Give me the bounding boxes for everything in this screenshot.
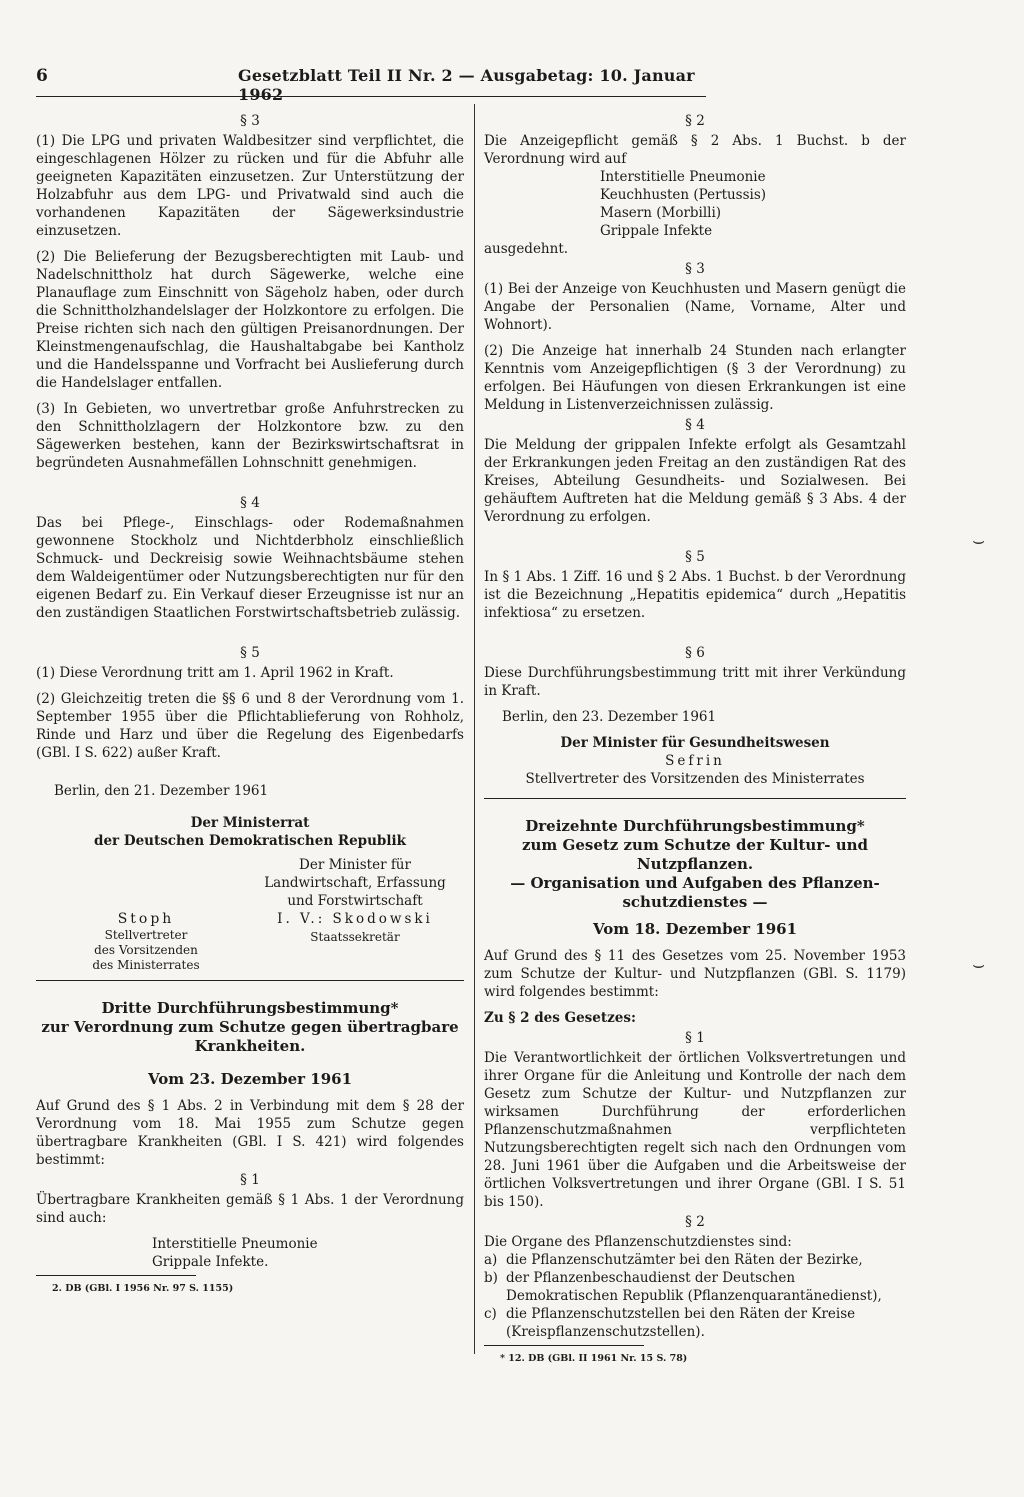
column-divider [474, 104, 475, 1354]
signatory-name: I. V.: Skodowski [277, 911, 433, 927]
list-label: b) [484, 1270, 498, 1286]
council-name: Der Ministerrat [190, 815, 310, 831]
paragraph: (1) Diese Verordnung tritt am 1. April 1962 in Kraft. [36, 665, 394, 681]
signatory-name: Sefrin [665, 753, 725, 769]
paragraph: (2) Die Belieferung der Bezugsberechtigten mit Laub- und Nadelschnittholz hat durch Sägewerke, welche eine Planauflage zum Einschnitt von Sägeholz haben, oder durch die Schnittholzhandelslager der Holzkontore zu erfolgen. Die Preise richten sich nach den gültigen Preisanordnungen. Der Kleinstmengenaufschlag, die Haushaltabgabe bei Kantholz und die Handelsspanne und Vorfracht bei Auslieferung durch die Handelslager entfallen. [36, 249, 464, 391]
right-column [484, 110, 906, 1368]
minister-title: Der Minister für Gesundheitswesen [560, 735, 830, 751]
list-item: Grippale Infekte [600, 223, 713, 239]
minister-title: Landwirtschaft, Erfassung [264, 875, 446, 891]
paragraph: Die Verantwortlichkeit der örtlichen Volksvertretungen und ihrer Organe für die Anleitung und Kontrolle der nach dem Gesetz zum Schutze der Kultur- und Nutzpflanzen zur wirksamen Durchführung der erforderlichen Pflanzenschutzmaßnahmen verpflichteten Nutzungsberechtigten regelt sich nach den Ordnungen vom 28. Juni 1961 über die Aufgaben und die Arbeitsweise der örtlichen Volksvertretungen und ihrer Organe (GBl. I S. 51 bis 150). [484, 1050, 906, 1210]
paragraph: Auf Grund des § 1 Abs. 2 in Verbindung mit dem § 28 der Verordnung vom 18. Mai 1955 zum Schutze gegen übertragbare Krankheiten (GBl. I S. 421) wird folgendes bestimmt: [36, 1098, 464, 1168]
paragraph: Auf Grund des § 11 des Gesetzes vom 25. November 1953 zum Schutze der Kultur- und Nutzpflanzen (GBl. S. 1179) wird folgendes bestimmt: [484, 948, 906, 1000]
list-item: Keuchhusten (Pertussis) [600, 187, 767, 203]
list-text: die Pflanzenschutzstellen bei den Räten der Kreise (Kreispflanzenschutzstellen). [506, 1306, 856, 1340]
place-date: Berlin, den 21. Dezember 1961 [54, 783, 269, 799]
page-number: 6 [36, 66, 48, 86]
footnote: * 12. DB (GBl. II 1961 Nr. 15 S. 78) [500, 1353, 688, 1364]
section-heading: § 2 [685, 113, 705, 129]
footnote-rule [36, 1275, 196, 1276]
regulation-title: Nutzpflanzen. [636, 855, 754, 873]
council-name-line2: der Deutschen Demokratischen Republik [94, 833, 406, 849]
regulation-date: Vom 23. Dezember 1961 [147, 1070, 353, 1088]
regulation-date: Vom 18. Dezember 1961 [592, 920, 798, 938]
paragraph: (2) Die Anzeige hat innerhalb 24 Stunden nach erlangter Kenntnis vom Anzeigepflichtigen (§ 3 der Verordnung) zu erfolgen. Bei Häufungen von diesen Erkrankungen ist eine Meldung in Listenverzeichnissen zulässig. [484, 343, 906, 413]
paragraph: Die Meldung der grippalen Infekte erfolgt als Gesamtzahl der Erkrankungen jeden Freitag an den zuständigen Rat des Kreises, Abteilung Gesundheits- und Sozialwesen. Bei gehäuftem Auftreten hat die Meldung gemäß § 3 Abs. 4 der Verordnung zu erfolgen. [484, 437, 906, 525]
footnote-rule [484, 1345, 644, 1346]
section-heading: § 2 [685, 1214, 705, 1230]
signatory-role: Stellvertreter [104, 928, 188, 942]
signatory-role: des Vorsitzenden [94, 943, 198, 957]
paragraph: (1) Bei der Anzeige von Keuchhusten und Masern genügt die Angabe der Personalien (Name, Vorname, Alter und Wohnort). [484, 281, 906, 333]
separator-rule [484, 798, 906, 799]
regulation-subtitle: schutzdienstes — [622, 893, 768, 911]
footnote: 2. DB (GBl. I 1956 Nr. 97 S. 1155) [52, 1283, 234, 1294]
section-heading: § 4 [685, 417, 705, 433]
regulation-title: Dreizehnte Durchführungsbestimmung* [525, 817, 865, 835]
subheading: Zu § 2 des Gesetzes: [484, 1010, 636, 1026]
regulation-title: zur Verordnung zum Schutze gegen übertragbare [41, 1018, 459, 1036]
list-item: Interstitielle Pneumonie [152, 1236, 318, 1252]
paragraph: (2) Gleichzeitig treten die §§ 6 und 8 der Verordnung vom 1. September 1955 über die Pflichtablieferung von Rohholz, Rinde und Harz und über die Regelung des Eigenbedarfs (GBl. I S. 622) außer Kraft. [36, 691, 464, 761]
signatory-role: Staatssekretär [310, 930, 400, 944]
signatory-name: Stoph [117, 911, 175, 927]
signature-block [36, 850, 464, 970]
section-heading: § 3 [240, 113, 260, 129]
paragraph: Das bei Pflege-, Einschlags- oder Rodemaßnahmen gewonnene Stockholz und Nichtderbholz einschließlich Schmuck- und Deckreisig sowie Weihnachtsbäume stehen dem Waldeigentümer oder Nutzungsberechtigten nur für den eigenen Bedarf zu. Ein Verkauf dieser Erzeugnisse ist nur an den zuständigen Staatlichen Forstwirtschaftsbetrieb zulässig. [36, 515, 464, 621]
paragraph: Übertragbare Krankheiten gemäß § 1 Abs. 1 der Verordnung sind auch: [36, 1192, 464, 1226]
regulation-subtitle: — Organisation und Aufgaben des Pflanzen- [510, 874, 880, 892]
list-text: die Pflanzenschutzämter bei den Räten der Bezirke, [506, 1252, 863, 1268]
section-heading: § 6 [685, 645, 705, 661]
paragraph: Die Organe des Pflanzenschutzdienstes sind: [484, 1234, 792, 1250]
list-item [484, 1251, 906, 1269]
margin-mark-icon: ⌣ [972, 528, 986, 552]
gazette-header-title: Gesetzblatt Teil II Nr. 2 — Ausgabetag: 10. Januar 1962 [238, 66, 695, 104]
section-heading: § 3 [685, 261, 705, 277]
paragraph: ausgedehnt. [484, 241, 569, 257]
minister-title: und Forstwirtschaft [287, 893, 423, 909]
place-date: Berlin, den 23. Dezember 1961 [502, 709, 717, 725]
margin-mark-icon: ⌣ [972, 952, 986, 976]
signatory-role: des Ministerrates [92, 958, 200, 972]
list-item [484, 1305, 906, 1341]
section-heading: § 5 [240, 645, 260, 661]
paragraph: Diese Durchführungsbestimmung tritt mit ihrer Verkündung in Kraft. [484, 665, 906, 699]
paragraph: In § 1 Abs. 1 Ziff. 16 und § 2 Abs. 1 Buchst. b der Verordnung ist die Bezeichnung „Hepatitis epidemica“ durch „Hepatitis infektiosa“ zu ersetzen. [484, 569, 906, 621]
section-heading: § 1 [240, 1172, 260, 1188]
list-label: c) [484, 1306, 497, 1322]
paragraph: (1) Die LPG und privaten Waldbesitzer sind verpflichtet, die eingeschlagenen Hölzer zu rücken und für die Abfuhr alle geeigneten Kapazitäten einzusetzen. Zur Unterstützung der Holzabfuhr aus dem LPG- und Privatwald sind auch die vorhandenen Kapazitäten der Sägewerksindustrie einzusetzen. [36, 133, 464, 239]
regulation-title: Krankheiten. [194, 1037, 306, 1055]
regulation-title: Dritte Durchführungsbestimmung* [101, 999, 399, 1017]
list-item: Interstitielle Pneumonie [600, 169, 766, 185]
section-heading: § 5 [685, 549, 705, 565]
list-item: Grippale Infekte. [152, 1254, 269, 1270]
list-item: Masern (Morbilli) [600, 205, 722, 221]
paragraph: Die Anzeigepflicht gemäß § 2 Abs. 1 Buchst. b der Verordnung wird auf [484, 133, 906, 167]
list-text: der Pflanzenbeschaudienst der Deutschen Demokratischen Republik (Pflanzenquarantänedienst), [506, 1270, 882, 1304]
separator-rule [36, 980, 464, 981]
section-heading: § 4 [240, 495, 260, 511]
page-header [36, 66, 706, 104]
left-column [36, 110, 464, 1298]
minister-title: Der Minister für [299, 857, 411, 873]
section-heading: § 1 [685, 1030, 705, 1046]
signatory-role: Stellvertreter des Vorsitzenden des Ministerrates [525, 771, 865, 787]
list-label: a) [484, 1252, 498, 1268]
paragraph: (3) In Gebieten, wo unvertretbar große Anfuhrstrecken zu den Schnittholzlagern der Holzkontore bzw. zu den Sägewerken bestehen, kann der Bezirkswirtschaftsrat in begründeten Ausnahmefällen Lohnschnitt genehmigen. [36, 401, 464, 471]
list-item [484, 1269, 906, 1305]
regulation-title: zum Gesetz zum Schutze der Kultur- und [522, 836, 868, 854]
